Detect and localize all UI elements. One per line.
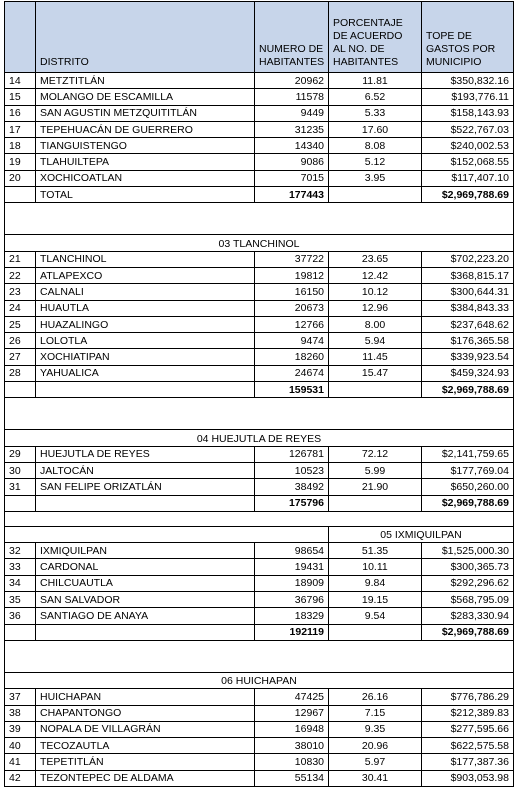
spacer-cell — [5, 203, 514, 235]
table-row — [5, 721, 514, 737]
row-number: 21 — [5, 251, 36, 267]
municipality-name: HUAZALINGO — [36, 316, 255, 332]
total-label — [36, 382, 255, 398]
percentage-value: 5.33 — [329, 105, 422, 121]
row-number: 26 — [5, 333, 36, 349]
expense-cap-value: $177,387.36 — [422, 754, 514, 770]
table-row — [5, 300, 514, 316]
table-row — [5, 446, 514, 462]
population-value: 18909 — [255, 575, 329, 591]
percentage-value: 21.90 — [329, 479, 422, 495]
total-empty-cell — [5, 624, 36, 640]
expense-cap-value: $283,330.94 — [422, 608, 514, 624]
population-value: 36796 — [255, 592, 329, 608]
total-population: 175796 — [255, 495, 329, 511]
header-habitantes: NUMERO DE HABITANTES — [255, 2, 329, 73]
percentage-value: 20.96 — [329, 738, 422, 754]
municipality-name: JALTOCÁN — [36, 462, 255, 478]
expense-cap-value: $2,141,759.65 — [422, 446, 514, 462]
population-value: 55134 — [255, 770, 329, 786]
total-empty-cell — [5, 187, 36, 203]
total-expense-cap: $2,969,788.69 — [422, 495, 514, 511]
municipality-name: SAN AGUSTIN METZQUITITLÁN — [36, 105, 255, 121]
expense-cap-value: $117,407.10 — [422, 170, 514, 186]
percentage-value: 9.35 — [329, 721, 422, 737]
spacer-row — [5, 640, 514, 672]
table-row — [5, 770, 514, 786]
header-row — [5, 2, 514, 73]
table-row — [5, 349, 514, 365]
row-number: 22 — [5, 267, 36, 283]
table-row — [5, 267, 514, 283]
table-row — [5, 705, 514, 721]
row-number: 23 — [5, 284, 36, 300]
population-value: 38492 — [255, 479, 329, 495]
percentage-value: 26.16 — [329, 689, 422, 705]
percentage-value: 23.65 — [329, 251, 422, 267]
municipality-name: TIANGUISTENGO — [36, 138, 255, 154]
municipality-name: MOLANGO DE ESCAMILLA — [36, 89, 255, 105]
percentage-value: 11.81 — [329, 73, 422, 89]
district-section-row — [5, 430, 514, 446]
row-number: 38 — [5, 705, 36, 721]
percentage-value: 5.12 — [329, 154, 422, 170]
row-number: 39 — [5, 721, 36, 737]
municipality-name: SAN FELIPE ORIZATLÁN — [36, 479, 255, 495]
expense-cap-value: $193,776.11 — [422, 89, 514, 105]
percentage-value: 19.15 — [329, 592, 422, 608]
municipality-name: HUAUTLA — [36, 300, 255, 316]
population-value: 47425 — [255, 689, 329, 705]
municipality-name: XOCHIATIPAN — [36, 349, 255, 365]
table-row — [5, 89, 514, 105]
population-value: 38010 — [255, 738, 329, 754]
table-row — [5, 333, 514, 349]
spacer-cell — [5, 398, 514, 430]
row-number: 24 — [5, 300, 36, 316]
spacer-row — [5, 398, 514, 430]
expense-cap-value: $350,832.16 — [422, 73, 514, 89]
table-row — [5, 154, 514, 170]
expense-cap-value: $212,389.83 — [422, 705, 514, 721]
municipality-name: TLAHUILTEPA — [36, 154, 255, 170]
municipality-name: NOPALA DE VILLAGRÁN — [36, 721, 255, 737]
table-row — [5, 138, 514, 154]
row-number: 19 — [5, 154, 36, 170]
row-number: 34 — [5, 575, 36, 591]
total-expense-cap: $2,969,788.69 — [422, 382, 514, 398]
row-number: 32 — [5, 543, 36, 559]
total-empty-cell — [329, 382, 422, 398]
table-row — [5, 479, 514, 495]
expense-cap-value: $650,260.00 — [422, 479, 514, 495]
table-row — [5, 170, 514, 186]
municipality-name: YAHUALICA — [36, 365, 255, 381]
table-row — [5, 462, 514, 478]
row-number: 16 — [5, 105, 36, 121]
total-population: 159531 — [255, 382, 329, 398]
table-row — [5, 559, 514, 575]
percentage-value: 30.41 — [329, 770, 422, 786]
percentage-value: 5.97 — [329, 754, 422, 770]
municipality-name: ATLAPEXCO — [36, 267, 255, 283]
percentage-value: 72.12 — [329, 446, 422, 462]
table-row — [5, 73, 514, 89]
total-empty-cell — [329, 495, 422, 511]
total-row — [5, 624, 514, 640]
population-value: 20673 — [255, 300, 329, 316]
municipality-name: METZTITLÁN — [36, 73, 255, 89]
row-number: 17 — [5, 121, 36, 137]
row-number: 31 — [5, 479, 36, 495]
expense-cap-value: $300,365.73 — [422, 559, 514, 575]
population-value: 16948 — [255, 721, 329, 737]
municipality-name: TEPETITLÁN — [36, 754, 255, 770]
table-row — [5, 689, 514, 705]
percentage-value: 5.94 — [329, 333, 422, 349]
table-row — [5, 543, 514, 559]
expense-cap-value: $158,143.93 — [422, 105, 514, 121]
total-population: 177443 — [255, 187, 329, 203]
row-number: 40 — [5, 738, 36, 754]
table-row — [5, 251, 514, 267]
percentage-value: 51.35 — [329, 543, 422, 559]
percentage-value: 17.60 — [329, 121, 422, 137]
expense-cap-value: $702,223.20 — [422, 251, 514, 267]
municipality-name: HUEJUTLA DE REYES — [36, 446, 255, 462]
population-value: 12766 — [255, 316, 329, 332]
municipality-name: CARDONAL — [36, 559, 255, 575]
population-value: 37722 — [255, 251, 329, 267]
expense-cap-value: $776,786.29 — [422, 689, 514, 705]
population-value: 9449 — [255, 105, 329, 121]
municipality-name: TEZONTEPEC DE ALDAMA — [36, 770, 255, 786]
total-expense-cap: $2,969,788.69 — [422, 187, 514, 203]
header-distrito: DISTRITO — [36, 2, 255, 73]
total-empty-cell — [329, 187, 422, 203]
percentage-value: 7.15 — [329, 705, 422, 721]
table-row — [5, 121, 514, 137]
spacer-row — [5, 511, 514, 526]
total-row — [5, 382, 514, 398]
district-section-row — [5, 235, 514, 251]
population-value: 24674 — [255, 365, 329, 381]
percentage-value: 8.08 — [329, 138, 422, 154]
expense-cap-value: $300,644.31 — [422, 284, 514, 300]
total-empty-cell — [329, 624, 422, 640]
expense-cap-value: $384,843.33 — [422, 300, 514, 316]
table-row — [5, 738, 514, 754]
percentage-value: 10.12 — [329, 284, 422, 300]
percentage-value: 3.95 — [329, 170, 422, 186]
total-label — [36, 495, 255, 511]
population-value: 14340 — [255, 138, 329, 154]
expense-cap-value: $152,068.55 — [422, 154, 514, 170]
row-number: 42 — [5, 770, 36, 786]
municipality-name: CHAPANTONGO — [36, 705, 255, 721]
spacer-cell — [5, 640, 514, 672]
municipality-name: CHILCUAUTLA — [36, 575, 255, 591]
population-value: 19431 — [255, 559, 329, 575]
spacer-cell — [5, 511, 514, 526]
table-row — [5, 284, 514, 300]
population-value: 12967 — [255, 705, 329, 721]
municipality-name: HUICHAPAN — [36, 689, 255, 705]
table-row — [5, 754, 514, 770]
total-row — [5, 495, 514, 511]
expense-cap-value: $568,795.09 — [422, 592, 514, 608]
spacer-row — [5, 203, 514, 235]
expense-cap-value: $522,767.03 — [422, 121, 514, 137]
district-heading: 06 HUICHAPAN — [5, 672, 514, 688]
municipality-name: TEPEHUACÁN DE GUERRERO — [36, 121, 255, 137]
expense-cap-value: $176,365.58 — [422, 333, 514, 349]
percentage-value: 15.47 — [329, 365, 422, 381]
expense-cap-value: $277,595.66 — [422, 721, 514, 737]
expense-cap-value: $177,769.04 — [422, 462, 514, 478]
row-number: 28 — [5, 365, 36, 381]
row-number: 14 — [5, 73, 36, 89]
total-label — [36, 624, 255, 640]
population-value: 18260 — [255, 349, 329, 365]
table-row — [5, 316, 514, 332]
row-number: 15 — [5, 89, 36, 105]
municipality-name: IXMIQUILPAN — [36, 543, 255, 559]
percentage-value: 12.96 — [329, 300, 422, 316]
row-number: 18 — [5, 138, 36, 154]
municipality-name: TLANCHINOL — [36, 251, 255, 267]
district-heading: 05 IXMIQUILPAN — [329, 526, 514, 542]
total-label: TOTAL — [36, 187, 255, 203]
total-population: 192119 — [255, 624, 329, 640]
municipality-name: SAN SALVADOR — [36, 592, 255, 608]
row-number: 20 — [5, 170, 36, 186]
row-number: 27 — [5, 349, 36, 365]
total-expense-cap: $2,969,788.69 — [422, 624, 514, 640]
row-number: 35 — [5, 592, 36, 608]
table-row — [5, 365, 514, 381]
percentage-value: 8.00 — [329, 316, 422, 332]
header-number — [5, 2, 36, 73]
percentage-value: 11.45 — [329, 349, 422, 365]
population-value: 9474 — [255, 333, 329, 349]
table-row — [5, 575, 514, 591]
total-row — [5, 187, 514, 203]
district-heading: 04 HUEJUTLA DE REYES — [5, 430, 514, 446]
expense-cap-value: $368,815.17 — [422, 267, 514, 283]
table-body — [5, 73, 514, 787]
total-empty-cell — [5, 382, 36, 398]
row-number: 36 — [5, 608, 36, 624]
percentage-value: 10.11 — [329, 559, 422, 575]
expense-cap-value: $240,002.53 — [422, 138, 514, 154]
header-porcentaje: PORCENTAJE DE ACUERDO AL NO. DE HABITANTES — [329, 2, 422, 73]
row-number: 25 — [5, 316, 36, 332]
row-number: 30 — [5, 462, 36, 478]
row-number: 41 — [5, 754, 36, 770]
population-value: 10830 — [255, 754, 329, 770]
population-value: 126781 — [255, 446, 329, 462]
population-value: 7015 — [255, 170, 329, 186]
district-heading: 03 TLANCHINOL — [5, 235, 514, 251]
expense-cap-value: $237,648.62 — [422, 316, 514, 332]
percentage-value: 9.84 — [329, 575, 422, 591]
row-number: 37 — [5, 689, 36, 705]
population-value: 10523 — [255, 462, 329, 478]
expense-cap-value: $622,575.58 — [422, 738, 514, 754]
municipality-name: LOLOTLA — [36, 333, 255, 349]
population-value: 20962 — [255, 73, 329, 89]
expense-cap-value: $459,324.93 — [422, 365, 514, 381]
table-row — [5, 608, 514, 624]
population-value: 11578 — [255, 89, 329, 105]
expense-cap-value: $292,296.62 — [422, 575, 514, 591]
population-value: 16150 — [255, 284, 329, 300]
total-empty-cell — [5, 495, 36, 511]
expense-cap-table — [4, 1, 514, 787]
expense-cap-value: $339,923.54 — [422, 349, 514, 365]
expense-cap-value: $903,053.98 — [422, 770, 514, 786]
population-value: 31235 — [255, 121, 329, 137]
row-number: 33 — [5, 559, 36, 575]
percentage-value: 5.99 — [329, 462, 422, 478]
percentage-value: 6.52 — [329, 89, 422, 105]
section-empty-cell — [5, 526, 329, 542]
table-row — [5, 592, 514, 608]
district-section-row — [5, 526, 514, 542]
district-section-row — [5, 672, 514, 688]
percentage-value: 9.54 — [329, 608, 422, 624]
header-tope: TOPE DE GASTOS POR MUNICIPIO — [422, 2, 514, 73]
population-value: 18329 — [255, 608, 329, 624]
population-value: 98654 — [255, 543, 329, 559]
table-header — [5, 2, 514, 73]
row-number: 29 — [5, 446, 36, 462]
table-row — [5, 105, 514, 121]
percentage-value: 12.42 — [329, 267, 422, 283]
population-value: 9086 — [255, 154, 329, 170]
municipality-name: CALNALI — [36, 284, 255, 300]
population-value: 19812 — [255, 267, 329, 283]
expense-cap-value: $1,525,000.30 — [422, 543, 514, 559]
municipality-name: SANTIAGO DE ANAYA — [36, 608, 255, 624]
municipality-name: XOCHICOATLAN — [36, 170, 255, 186]
municipality-name: TECOZAUTLA — [36, 738, 255, 754]
